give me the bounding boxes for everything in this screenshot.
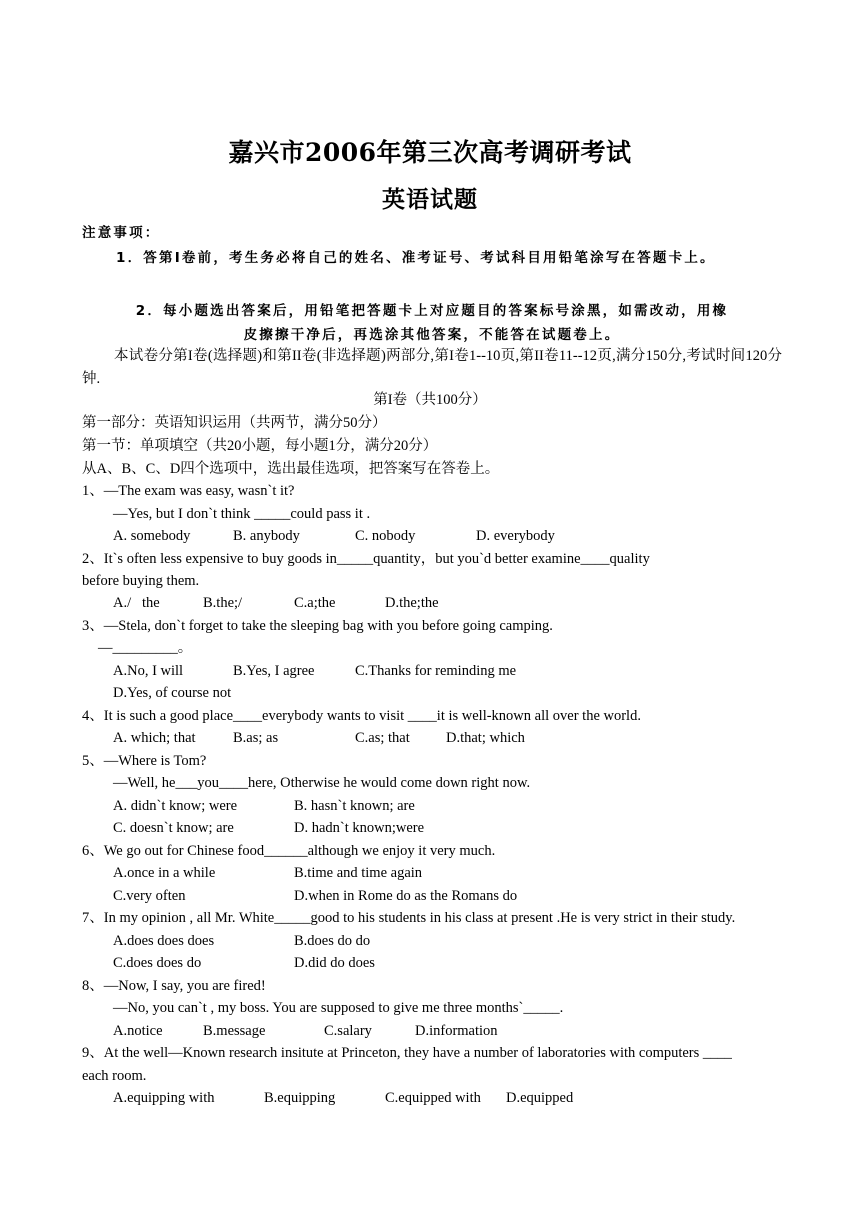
question-3-option-d: D.Yes, of course not [113, 685, 232, 701]
question-5-stem: 5、—Where is Tom? [82, 753, 207, 769]
question-3-option-c: C.Thanks for reminding me [355, 663, 517, 679]
question-1-option-d: D. everybody [476, 528, 555, 544]
question-7-option-c: C.does does do [113, 955, 202, 971]
question-9-option-c: C.equipped with [385, 1090, 481, 1106]
question-9-option-b: B.equipping [264, 1090, 336, 1106]
question-9-stem: 9、At the well—Known research insitute at Princeton, they have a number of laboratories with computers ____ [82, 1045, 732, 1061]
question-5-stem-reply: —Well, he___you____here, Otherwise he would come down right now. [113, 775, 531, 791]
question-9-stem-cont: each room. [82, 1068, 147, 1084]
notice-item-1: 1．答第Ⅰ卷前，考生务必将自己的姓名、准考证号、考试科目用铅笔涂写在答题卡上。 [116, 250, 716, 266]
question-8-option-d: D.information [415, 1023, 498, 1039]
question-6-stem: 6、We go out for Chinese food______although we enjoy it very much. [82, 843, 496, 859]
question-5-option-d: D. hadn`t known;were [294, 820, 425, 836]
question-3-stem-reply: —_________。 [98, 640, 193, 656]
question-3-option-b: B.Yes, I agree [233, 663, 315, 679]
question-7-option-d: D.did do does [294, 955, 375, 971]
question-6-option-d: D.when in Rome do as the Romans do [294, 888, 518, 904]
question-1-option-c: C. nobody [355, 528, 416, 544]
question-5-option-a: A. didn`t know; were [113, 798, 238, 814]
question-4-option-b: B.as; as [233, 730, 279, 746]
question-1-stem: 1、—The exam was easy, wasn`t it? [82, 483, 295, 499]
question-4-option-a: A. which; that [113, 730, 196, 746]
notice-item-2-line-2: 皮擦擦干净后，再选涂其他答案，不能答在试题卷上。 [243, 327, 621, 343]
question-9-option-a: A.equipping with [113, 1090, 215, 1106]
question-4-option-d: D.that; which [446, 730, 525, 746]
question-9-option-d: D.equipped [506, 1090, 574, 1106]
question-3-stem: 3、—Stela, don`t forget to take the sleeping bag with you before going camping. [82, 618, 553, 634]
question-8-stem: 8、—Now, I say, you are fired! [82, 978, 266, 994]
question-1-stem-reply: —Yes, but I don`t think _____could pass it . [113, 506, 371, 522]
question-8-option-c: C.salary [324, 1023, 372, 1039]
question-2-option-a: A./ the [113, 595, 160, 611]
question-6-option-b: B.time and time again [294, 865, 423, 881]
volume-heading: 第I卷（共100分） [373, 392, 487, 408]
question-2-option-d: D.the;the [385, 595, 439, 611]
question-4-option-c: C.as; that [355, 730, 410, 746]
question-6-option-c: C.very often [113, 888, 186, 904]
question-7-option-a: A.does does does [113, 933, 215, 949]
question-8-option-a: A.notice [113, 1023, 163, 1039]
question-5-option-c: C. doesn`t know; are [113, 820, 234, 836]
notice-item-2-line-1: 2．每小题选出答案后，用铅笔把答题卡上对应题目的答案标号涂黑，如需改动，用橡 [135, 303, 729, 319]
exam-subtitle: 英语试题 [382, 186, 478, 213]
question-7-stem: 7、In my opinion , all Mr. White_____good to his students in his class at present .He is very strict in their study. [82, 910, 736, 926]
question-4-stem: 4、It is such a good place____everybody wants to visit ____it is well-known all over the world. [82, 708, 641, 724]
instruction-text: 从A、B、C、D四个选项中，选出最佳选项，把答案写在答卷上。 [82, 461, 500, 477]
exam-intro: 本试卷分第I卷(选择题)和第II卷(非选择题)两部分,第I卷1--10页,第II卷11--12页,满分150分,考试时间120分钟. [82, 348, 782, 387]
question-3-option-a: A.No, I will [113, 663, 184, 679]
section-heading: 第一节：单项填空（共20小题，每小题1分，满分20分） [82, 438, 438, 454]
question-8-option-b: B.message [203, 1023, 266, 1039]
question-8-stem-reply: —No, you can`t , my boss. You are supposed to give me three months`_____. [113, 1000, 564, 1016]
question-2-stem-cont: before buying them. [82, 573, 200, 589]
notice-heading: 注意事项： [82, 225, 161, 241]
question-5-option-b: B. hasn`t known; are [294, 798, 415, 814]
question-2-option-b: B.the;/ [203, 595, 243, 611]
question-2-option-c: C.a;the [294, 595, 336, 611]
question-1-option-b: B. anybody [233, 528, 300, 544]
notice-item-2 [82, 299, 782, 347]
part-heading: 第一部分：英语知识运用（共两节，满分50分） [82, 415, 387, 431]
question-2-stem: 2、It`s often less expensive to buy goods in_____quantity，but you`d better examine____quality [82, 551, 650, 567]
question-6-option-a: A.once in a while [113, 865, 216, 881]
exam-title: 嘉兴市2006年第三次高考调研考试 [228, 138, 632, 167]
question-1-option-a: A. somebody [113, 528, 191, 544]
question-7-option-b: B.does do do [294, 933, 371, 949]
